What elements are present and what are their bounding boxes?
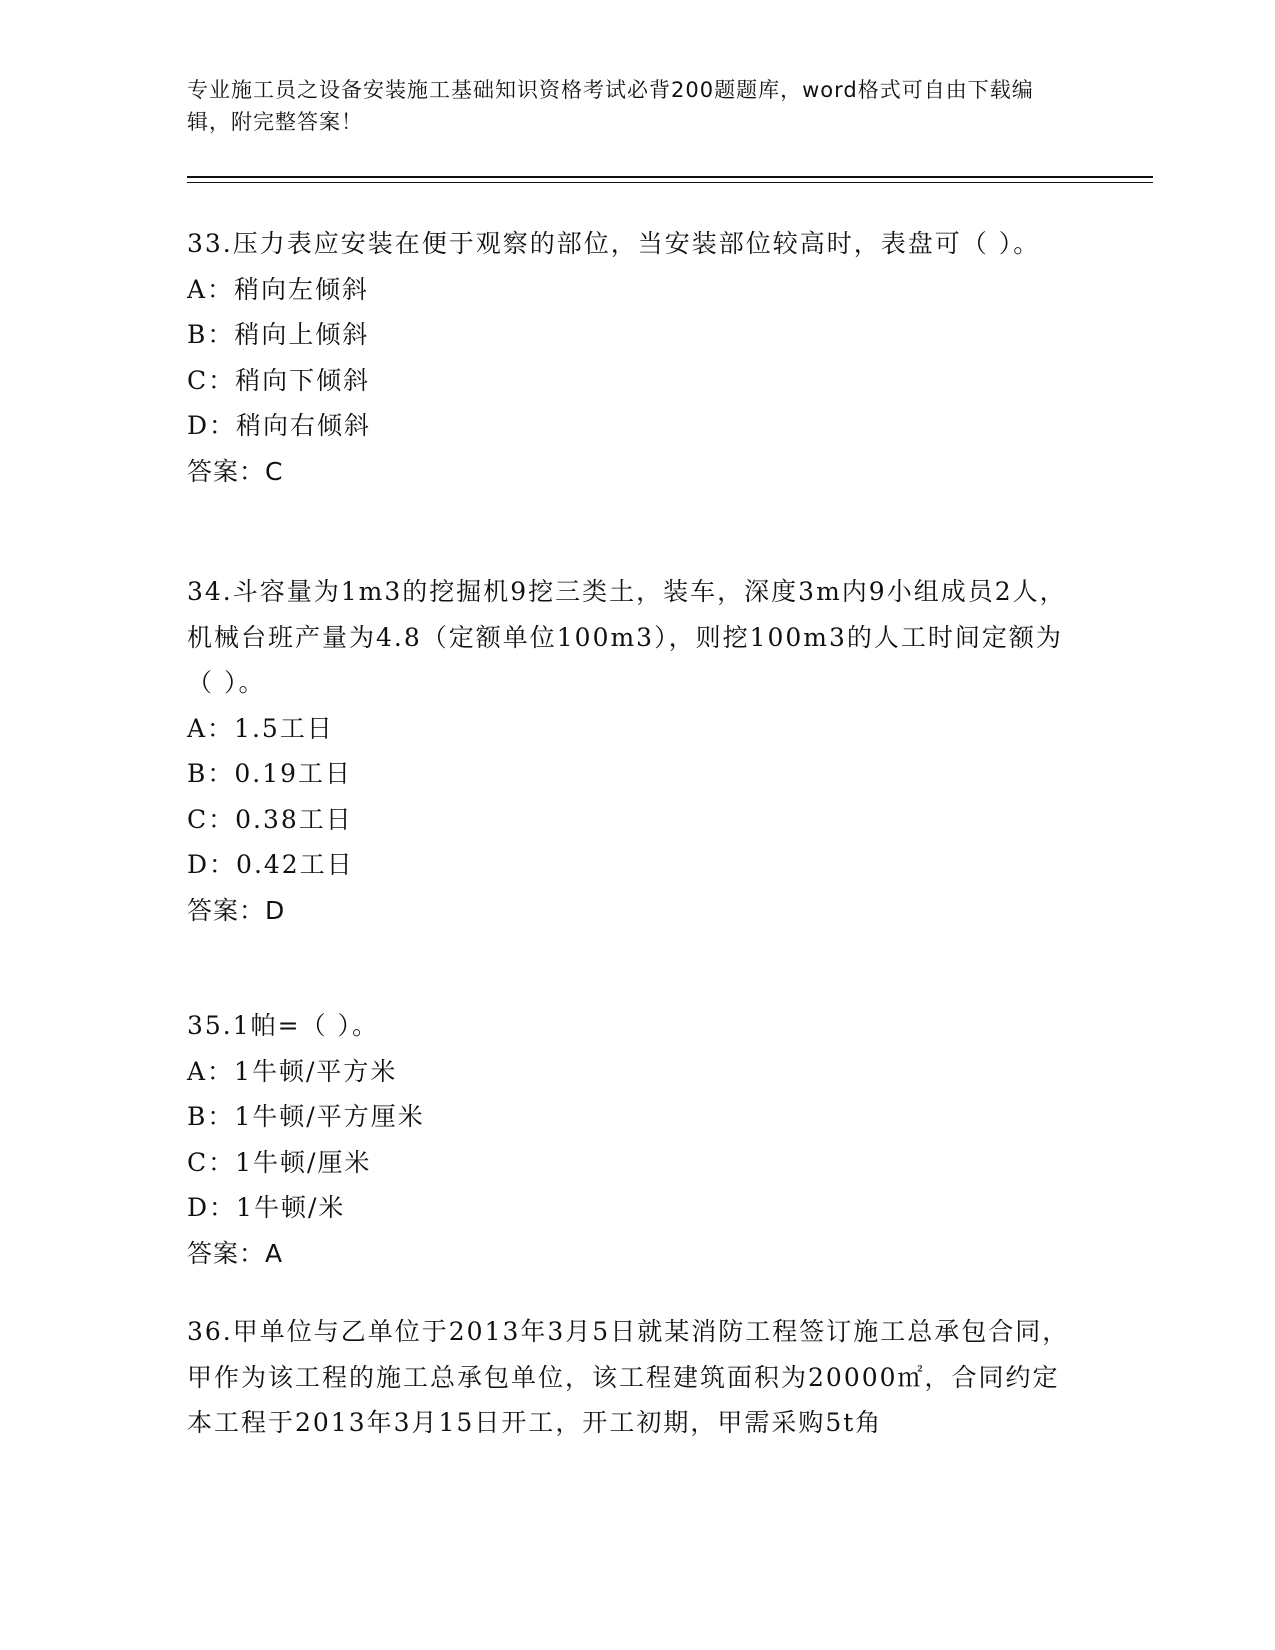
option-c: C：0.38工日 [187,804,353,834]
option-d: D：0.42工日 [187,850,354,879]
header-title: 专业施工员之设备安装施工基础知识资格考试必背200题题库，word格式可自由下载编辑，附完整答案！ [187,78,1034,134]
question-text: 34.斗容量为1m3的挖掘机9挖三类土，装车，深度3m内9小组成员2人，机械台班产量为4.8（定额单位100m3），则挖100m3的人工时间定额为（ ）。 [187,577,1067,697]
option-a: A：1牛顿/平方米 [187,1056,398,1086]
header-divider-thin [187,182,1153,183]
option-a: A：稍向左倾斜 [187,274,370,304]
option-b: B：0.19工日 [187,759,353,788]
question-text: 33.压力表应安装在便于观察的部位，当安装部位较高时，表盘可（ ）。 [187,229,1041,258]
question-36 [187,1309,1077,1446]
option-a: A：1.5工日 [187,713,334,743]
document-header [187,74,1067,138]
question-34 [187,569,1077,933]
option-c: C：1牛顿/厘米 [187,1147,372,1177]
option-d: D：稍向右倾斜 [187,411,372,440]
option-d: D：1牛顿/米 [187,1193,346,1222]
question-text: 36.甲单位与乙单位于2013年3月5日就某消防工程签订施工总承包合同，甲作为该工程的施工总承包单位，该工程建筑面积为20000㎡，合同约定本工程于2013年3月15日开工，开工初期，甲需采购5t角 [187,1317,1070,1437]
header-divider [187,176,1153,178]
question-35 [187,1003,1077,1276]
answer: 答案：D [187,895,286,925]
option-c: C：稍向下倾斜 [187,365,371,395]
answer: 答案：C [187,456,284,486]
question-33 [187,221,1077,494]
answer: 答案：A [187,1238,284,1268]
question-text: 35.1帕=（ ）。 [187,1011,380,1040]
option-b: B：稍向上倾斜 [187,320,370,349]
option-b: B：1牛顿/平方厘米 [187,1102,425,1131]
